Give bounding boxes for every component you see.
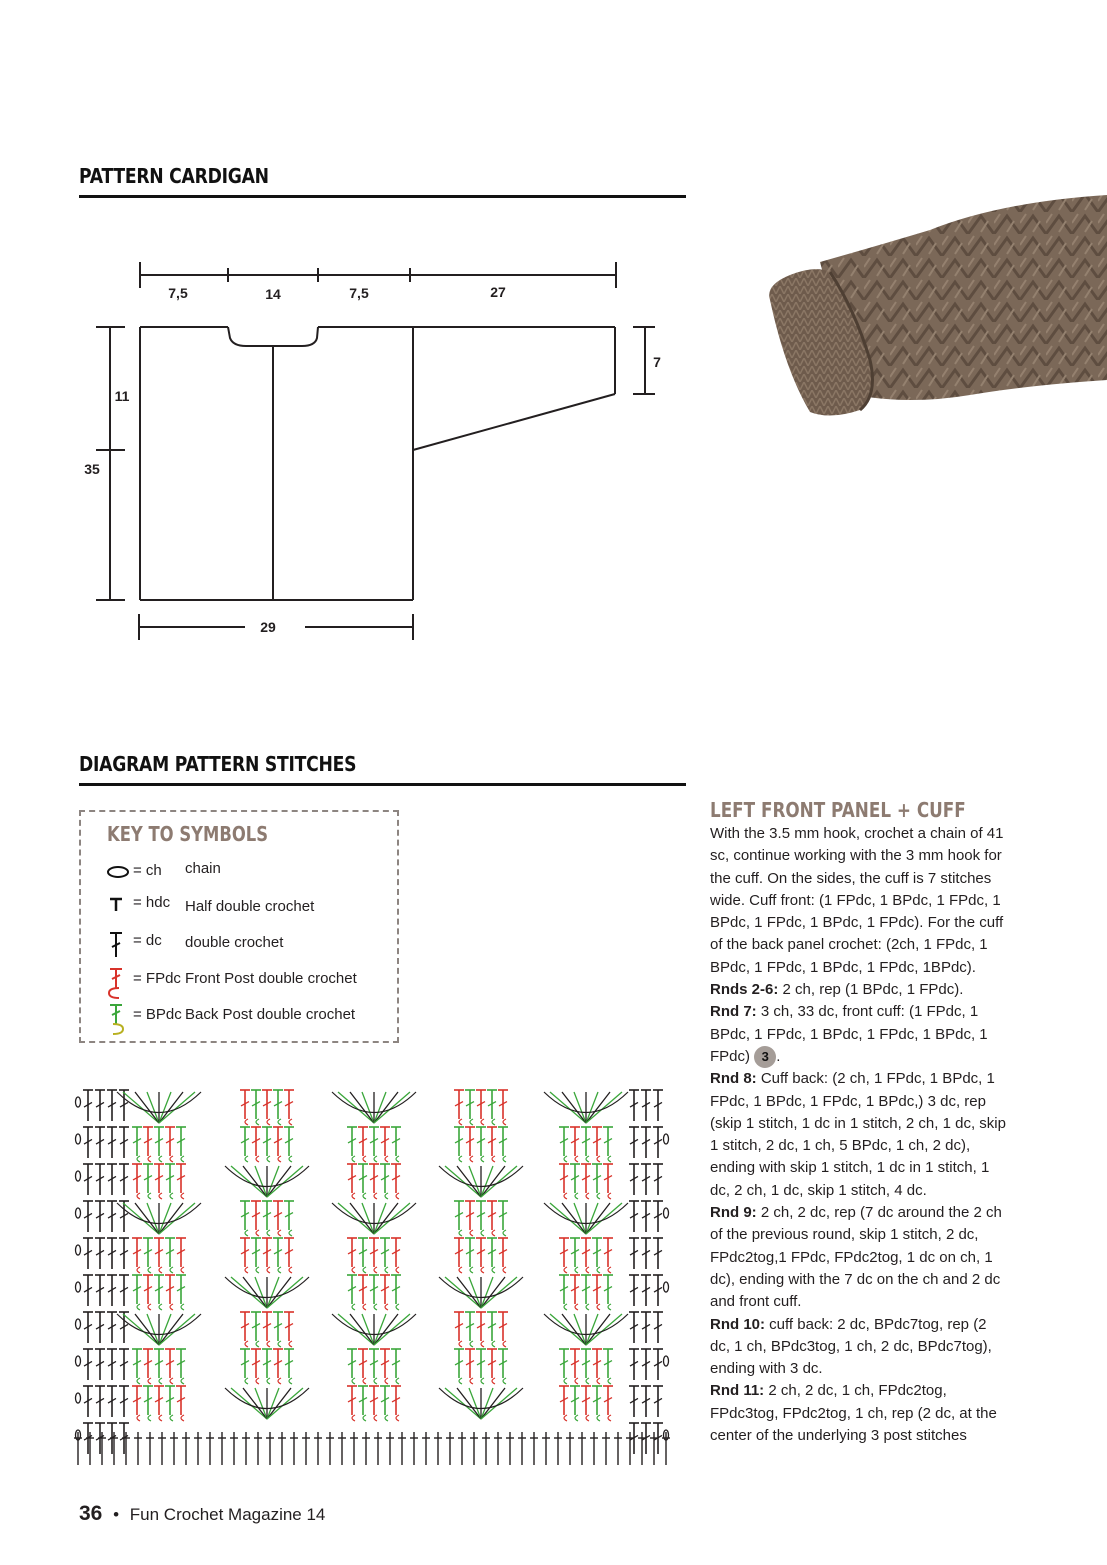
stitch-post-hook — [245, 1378, 248, 1384]
stitch-post-hook — [503, 1267, 506, 1273]
stitch-post-hook — [256, 1378, 259, 1384]
stitch-post-hook — [564, 1378, 567, 1384]
stitch-post-hook — [181, 1193, 184, 1199]
stitch-chain-left — [76, 1208, 81, 1218]
sleeve-height-label: 7 — [653, 354, 661, 370]
stitch-post-hook — [492, 1341, 495, 1347]
stitch-post-hook — [503, 1230, 506, 1236]
stitch-post-hook — [608, 1304, 611, 1310]
footer-bullet: • — [113, 1505, 120, 1524]
instructions-title: LEFT FRONT PANEL + CUFF — [710, 798, 966, 822]
stitch-post-hook — [181, 1415, 184, 1421]
stitch-post-hook — [137, 1378, 140, 1384]
diagram-title-rule — [79, 783, 686, 786]
stitch-post-hook — [492, 1156, 495, 1162]
stitch-post-hook — [137, 1415, 140, 1421]
stitch-post-hook — [267, 1341, 270, 1347]
stitch-post-hook — [170, 1304, 173, 1310]
stitch-post-hook — [159, 1267, 162, 1273]
stitch-post-hook — [278, 1156, 281, 1162]
cardigan-cuff-photo — [760, 190, 1107, 430]
stitch-post-hook — [586, 1267, 589, 1273]
key-desc-dc: double crochet — [185, 934, 284, 951]
stitch-chain-left — [76, 1171, 81, 1181]
stitch-post-hook — [575, 1193, 578, 1199]
cardigan-title-rule — [79, 195, 686, 198]
stitch-post-hook — [170, 1156, 173, 1162]
stitch-post-hook — [396, 1378, 399, 1384]
stitch-post-hook — [374, 1415, 377, 1421]
stitch-chain-left — [76, 1097, 81, 1107]
stitch-post-hook — [256, 1267, 259, 1273]
stitch-post-hook — [137, 1267, 140, 1273]
key-abbr-dc: = dc — [133, 932, 162, 949]
stitch-post-hook — [575, 1378, 578, 1384]
stitch-post-hook — [267, 1156, 270, 1162]
key-row-hdc — [105, 894, 395, 922]
stitch-post-hook — [289, 1119, 292, 1125]
stitch-post-hook — [267, 1230, 270, 1236]
stitch-post-hook — [481, 1267, 484, 1273]
stitch-post-hook — [256, 1156, 259, 1162]
fpdc-symbol-icon — [105, 966, 133, 1000]
stitch-post-hook — [575, 1304, 578, 1310]
instructions-rnds-2-6: Rnds 2-6: 2 ch, rep (1 BPdc, 1 FPdc). — [710, 981, 964, 999]
stitch-post-hook — [396, 1193, 399, 1199]
key-abbr-hdc: = hdc — [133, 894, 171, 911]
stitch-post-hook — [256, 1230, 259, 1236]
stitch-post-hook — [575, 1415, 578, 1421]
step-badge: 3 — [754, 1046, 776, 1068]
stitch-chain-right — [664, 1134, 669, 1144]
instructions-rnd-9: Rnd 9: 2 ch, 2 dc, rep (7 dc around the 2 ch of the previous round, skip 1 stitch, 2 dc, FPdc2tog,1 FPdc, FPdc2tog, 1 dc on ch, 1 dc), ending with the 7 dc on the ch and 2 dc and front cuff. — [710, 1204, 1002, 1311]
stitch-post-hook — [470, 1267, 473, 1273]
stitch-post-hook — [148, 1156, 151, 1162]
key-title: KEY TO SYMBOLS — [107, 822, 269, 846]
stitch-post-hook — [159, 1304, 162, 1310]
key-desc-fpdc: Front Post double crochet — [185, 970, 357, 987]
key-desc-hdc: Half double crochet — [185, 898, 315, 915]
stitch-post-hook — [363, 1304, 366, 1310]
stitch-post-hook — [289, 1267, 292, 1273]
stitch-post-hook — [267, 1378, 270, 1384]
stitch-post-hook — [385, 1304, 388, 1310]
stitch-chain-left — [76, 1356, 81, 1366]
stitch-post-hook — [181, 1378, 184, 1384]
stitch-post-hook — [481, 1230, 484, 1236]
stitch-post-hook — [148, 1193, 151, 1199]
stitch-post-hook — [289, 1156, 292, 1162]
height-label-upper: 11 — [114, 388, 130, 404]
stitch-post-hook — [148, 1267, 151, 1273]
stitch-post-hook — [245, 1119, 248, 1125]
instructions-text — [710, 823, 1010, 1447]
stitch-post-hook — [256, 1119, 259, 1125]
key-row-bpdc — [105, 1002, 395, 1030]
stitch-post-hook — [385, 1415, 388, 1421]
stitch-post-hook — [374, 1156, 377, 1162]
stitch-post-hook — [564, 1304, 567, 1310]
key-abbr-fpdc: = FPdc — [133, 970, 181, 987]
stitch-post-hook — [586, 1415, 589, 1421]
stitch-post-hook — [148, 1415, 151, 1421]
page-footer — [79, 1502, 325, 1526]
stitch-chain-right — [664, 1356, 669, 1366]
key-row-chain — [105, 860, 395, 888]
stitch-chain-left — [76, 1393, 81, 1403]
instructions-rnd-7: Rnd 7: 3 ch, 33 dc, front cuff: (1 FPdc, 1 BPdc, 1 FPdc, 1 BPdc, 1 FPdc, 1 BPdc, 1 FPdc) 3 . — [710, 1001, 1010, 1068]
cardigan-schematic — [70, 250, 690, 650]
stitch-post-hook — [385, 1267, 388, 1273]
stitch-post-hook — [181, 1304, 184, 1310]
key-abbr-ch: = ch — [133, 862, 162, 879]
key-desc-chain: chain — [185, 860, 221, 877]
diagram-section-title: DIAGRAM PATTERN STITCHES — [79, 752, 357, 776]
stitch-post-hook — [564, 1193, 567, 1199]
stitch-post-hook — [278, 1119, 281, 1125]
stitch-post-hook — [470, 1378, 473, 1384]
stitch-post-hook — [267, 1119, 270, 1125]
stitch-post-hook — [597, 1193, 600, 1199]
stitch-post-hook — [181, 1267, 184, 1273]
key-row-fpdc — [105, 966, 395, 994]
stitch-post-hook — [492, 1267, 495, 1273]
stitch-post-hook — [396, 1415, 399, 1421]
stitch-post-hook — [586, 1193, 589, 1199]
stitch-post-hook — [352, 1193, 355, 1199]
stitch-post-hook — [374, 1193, 377, 1199]
stitch-post-hook — [459, 1156, 462, 1162]
stitch-post-hook — [374, 1267, 377, 1273]
stitch-post-hook — [278, 1341, 281, 1347]
stitch-post-hook — [385, 1156, 388, 1162]
stitch-post-hook — [352, 1415, 355, 1421]
stitch-post-hook — [503, 1119, 506, 1125]
instructions-rnd-11: Rnd 11: 2 ch, 2 dc, 1 ch, FPdc2tog, FPdc3tog, FPdc2tog, 1 ch, rep (2 dc, at the center of the underlying 3 post stitches — [710, 1382, 997, 1445]
stitch-post-hook — [481, 1119, 484, 1125]
stitch-post-hook — [597, 1378, 600, 1384]
stitch-post-hook — [170, 1193, 173, 1199]
stitch-post-hook — [586, 1156, 589, 1162]
stitch-chain-right — [664, 1208, 669, 1218]
stitch-post-hook — [492, 1230, 495, 1236]
stitch-post-hook — [597, 1156, 600, 1162]
stitch-post-hook — [170, 1267, 173, 1273]
stitch-post-hook — [492, 1119, 495, 1125]
stitch-post-hook — [289, 1230, 292, 1236]
stitch-chain-left — [76, 1282, 81, 1292]
bottom-width-label: 29 — [260, 619, 276, 635]
stitch-post-hook — [137, 1156, 140, 1162]
key-to-symbols-box — [79, 810, 399, 1043]
key-desc-bpdc: Back Post double crochet — [185, 1006, 356, 1023]
chain-symbol-icon — [105, 860, 133, 884]
height-label-total: 35 — [84, 461, 100, 477]
page-number: 36 — [79, 1502, 103, 1525]
bpdc-symbol-icon — [105, 1002, 133, 1038]
stitch-post-hook — [245, 1267, 248, 1273]
stitch-post-hook — [470, 1156, 473, 1162]
stitch-post-hook — [256, 1341, 259, 1347]
stitch-post-hook — [575, 1156, 578, 1162]
stitch-post-hook — [363, 1193, 366, 1199]
width-label-2: 14 — [265, 286, 281, 302]
stitch-post-hook — [597, 1267, 600, 1273]
stitch-post-hook — [459, 1267, 462, 1273]
stitch-post-hook — [608, 1267, 611, 1273]
stitch-diagram — [74, 1080, 680, 1475]
stitch-post-hook — [352, 1378, 355, 1384]
stitch-post-hook — [575, 1267, 578, 1273]
stitch-post-hook — [363, 1415, 366, 1421]
stitch-post-hook — [396, 1156, 399, 1162]
width-label-1: 7,5 — [168, 285, 188, 301]
stitch-post-hook — [597, 1304, 600, 1310]
stitch-post-hook — [363, 1267, 366, 1273]
stitch-post-hook — [352, 1156, 355, 1162]
stitch-post-hook — [137, 1193, 140, 1199]
stitch-post-hook — [597, 1415, 600, 1421]
stitch-post-hook — [492, 1378, 495, 1384]
stitch-post-hook — [278, 1230, 281, 1236]
stitch-post-hook — [396, 1267, 399, 1273]
dc-symbol-icon — [105, 930, 133, 960]
stitch-post-hook — [289, 1341, 292, 1347]
stitch-post-hook — [289, 1378, 292, 1384]
stitch-post-hook — [459, 1119, 462, 1125]
stitch-post-hook — [363, 1378, 366, 1384]
cardigan-section-title: PATTERN CARDIGAN — [79, 164, 269, 188]
instructions-rnd-8: Rnd 8: Cuff back: (2 ch, 1 FPdc, 1 BPdc, 1 FPdc, 1 BPdc, 1 FPdc, 1 BPdc,) 3 dc, rep (skip 1 stitch, 1 dc in 1 stitch, 2 ch, 1 dc, skip 1 stitch, 2 dc, 1 ch, 5 BPdc, 1 ch, 2 dc), ending with skip 1 stitch, 1 dc in 1 stitch, 1 dc, 2 ch, 1 dc, skip 1 stitch, 4 dc. — [710, 1070, 1006, 1199]
stitch-post-hook — [608, 1378, 611, 1384]
stitch-post-hook — [170, 1378, 173, 1384]
stitch-post-hook — [374, 1378, 377, 1384]
instructions-rnd-10: Rnd 10: cuff back: 2 dc, BPdc7tog, rep (2 dc, 1 ch, BPdc3tog, 1 ch, 2 dc, BPdc7tog), ending with 3 dc. — [710, 1315, 992, 1378]
stitch-post-hook — [481, 1378, 484, 1384]
stitch-post-hook — [245, 1156, 248, 1162]
key-abbr-bpdc: = BPdc — [133, 1006, 182, 1023]
stitch-post-hook — [396, 1304, 399, 1310]
stitch-post-hook — [363, 1156, 366, 1162]
stitch-post-hook — [470, 1341, 473, 1347]
stitch-post-hook — [459, 1230, 462, 1236]
width-label-4: 27 — [490, 284, 506, 300]
stitch-post-hook — [148, 1378, 151, 1384]
instructions-intro: With the 3.5 mm hook, crochet a chain of 41 sc, continue working with the 3 mm hook for the cuff. On the sides, the cuff is 7 stitches wide. Cuff front: (1 FPdc, 1 BPdc, 1 FPdc, 1 BPdc, 1 FPdc, 1 BPdc, 1 FPdc). For the cuff of the back panel crochet: (2ch, 1 FPdc, 1 BPdc, 1 FPdc, 1 BPdc, 1 FPdc, 1BPdc). — [710, 825, 1004, 976]
stitch-post-hook — [459, 1341, 462, 1347]
width-label-3: 7,5 — [349, 285, 369, 301]
magazine-name: Fun Crochet Magazine 14 — [129, 1505, 326, 1524]
stitch-post-hook — [608, 1156, 611, 1162]
stitch-post-hook — [278, 1267, 281, 1273]
stitch-post-hook — [586, 1378, 589, 1384]
stitch-chain-right — [664, 1282, 669, 1292]
stitch-post-hook — [159, 1156, 162, 1162]
stitch-post-hook — [564, 1156, 567, 1162]
stitch-post-hook — [170, 1415, 173, 1421]
stitch-post-hook — [385, 1193, 388, 1199]
stitch-post-hook — [267, 1267, 270, 1273]
stitch-post-hook — [481, 1156, 484, 1162]
stitch-post-hook — [459, 1378, 462, 1384]
stitch-post-hook — [608, 1193, 611, 1199]
hdc-symbol-icon — [105, 894, 133, 918]
stitch-post-hook — [586, 1304, 589, 1310]
stitch-post-hook — [352, 1304, 355, 1310]
stitch-post-hook — [503, 1156, 506, 1162]
stitch-chain-left — [76, 1245, 81, 1255]
stitch-chain-left — [76, 1134, 81, 1144]
stitch-post-hook — [159, 1193, 162, 1199]
stitch-post-hook — [385, 1378, 388, 1384]
stitch-post-hook — [481, 1341, 484, 1347]
stitch-post-hook — [181, 1156, 184, 1162]
stitch-post-hook — [352, 1267, 355, 1273]
stitch-chain-left — [76, 1319, 81, 1329]
stitch-post-hook — [564, 1267, 567, 1273]
stitch-post-hook — [608, 1415, 611, 1421]
stitch-post-hook — [470, 1119, 473, 1125]
stitch-post-hook — [470, 1230, 473, 1236]
stitch-post-hook — [245, 1341, 248, 1347]
stitch-post-hook — [503, 1341, 506, 1347]
stitch-post-hook — [374, 1304, 377, 1310]
stitch-post-hook — [159, 1415, 162, 1421]
stitch-post-hook — [503, 1378, 506, 1384]
stitch-post-hook — [137, 1304, 140, 1310]
stitch-post-hook — [245, 1230, 248, 1236]
key-row-dc — [105, 930, 395, 958]
stitch-post-hook — [148, 1304, 151, 1310]
stitch-post-hook — [159, 1378, 162, 1384]
stitch-post-hook — [564, 1415, 567, 1421]
stitch-post-hook — [278, 1378, 281, 1384]
